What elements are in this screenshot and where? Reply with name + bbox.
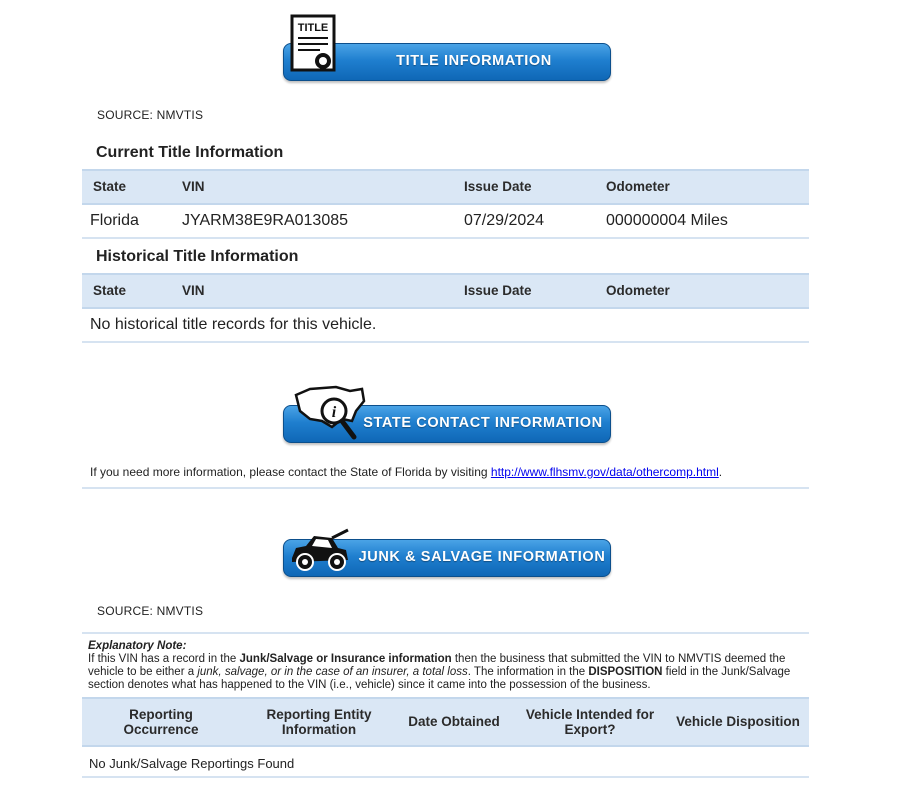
cell-issue-date: 07/29/2024 — [464, 212, 545, 229]
col-reporting-entity: Reporting Entity Information — [266, 707, 372, 737]
title-document-icon — [290, 14, 340, 76]
col-issue-date: Issue Date — [464, 283, 532, 298]
state-contact-text — [90, 465, 722, 479]
title-information-label: TITLE INFORMATION — [396, 53, 552, 69]
historical-empty-message: No historical title records for this vehicle. — [90, 316, 377, 333]
table-row — [82, 205, 809, 239]
note-bold-junk: Junk/Salvage or Insurance information — [239, 653, 452, 665]
title-icon-text: TITLE — [297, 22, 329, 34]
contact-divider — [82, 487, 809, 489]
col-state: State — [93, 179, 127, 194]
col-vin: VIN — [182, 179, 205, 194]
cell-state: Florida — [90, 212, 139, 229]
explanatory-note — [88, 640, 798, 692]
note-text: . The information in the — [467, 666, 589, 678]
col-reporting-occurrence: Reporting Occurrence — [123, 707, 199, 737]
historical-empty-row — [82, 309, 809, 343]
note-text: If this VIN has a record in the — [88, 653, 240, 665]
note-bold-disposition: DISPOSITION — [588, 666, 663, 678]
cell-odometer: 000000004 Miles — [606, 212, 728, 229]
car-icon — [288, 528, 354, 574]
state-contact-label: STATE CONTACT INFORMATION — [363, 415, 603, 431]
explanatory-note-title: Explanatory Note: — [88, 640, 187, 652]
historical-title-header-row — [82, 273, 809, 309]
note-italic: junk, salvage, or in the case of an insurer, a total loss — [197, 666, 468, 678]
historical-title-heading: Historical Title Information — [96, 248, 299, 265]
cell-vin: JYARM38E9RA013085 — [182, 212, 349, 229]
junk-source-label: SOURCE: NMVTIS — [97, 604, 204, 618]
junk-salvage-header-row — [82, 697, 809, 747]
junk-empty-message: No Junk/Salvage Reportings Found — [89, 756, 295, 771]
junk-bottom-divider — [82, 776, 809, 778]
svg-text:i: i — [331, 404, 337, 421]
state-contact-message: If you need more information, please contact the State of Florida by visiting — [90, 465, 491, 479]
col-state: State — [93, 283, 127, 298]
current-title-heading: Current Title Information — [96, 144, 284, 161]
state-contact-trailing: . — [718, 465, 723, 479]
col-odometer: Odometer — [606, 283, 670, 298]
junk-divider — [82, 632, 809, 634]
current-title-header-row — [82, 169, 809, 205]
col-odometer: Odometer — [606, 179, 670, 194]
col-vin: VIN — [182, 283, 205, 298]
col-disposition: Vehicle Disposition — [676, 714, 800, 729]
note-text: field in the Junk/Salvage section denotes what has happened to the VIN (i.e., vehicle) since it came into the possession of the business. — [88, 666, 791, 691]
junk-salvage-label: JUNK & SALVAGE INFORMATION — [358, 549, 606, 565]
col-export: Vehicle Intended for Export? — [525, 707, 655, 737]
state-contact-link[interactable]: http://www.flhsmv.gov/data/othercomp.html — [490, 465, 719, 479]
col-issue-date: Issue Date — [464, 179, 532, 194]
us-map-info-icon — [292, 381, 370, 445]
col-date-obtained: Date Obtained — [408, 714, 500, 729]
title-source-label: SOURCE: NMVTIS — [97, 108, 204, 122]
note-text: then the business that submitted the VIN to NMVTIS deemed the vehicle to be either a — [88, 653, 786, 678]
